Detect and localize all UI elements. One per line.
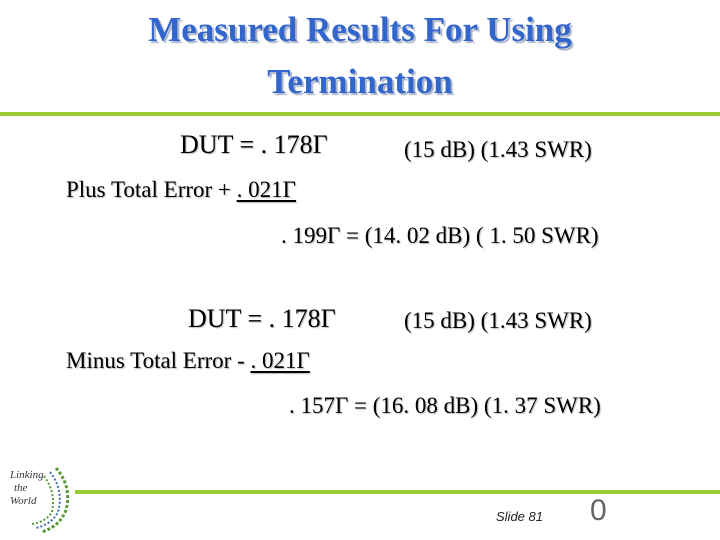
- title-line-2: Termination: [267, 62, 453, 101]
- plus-error-label: Plus Total Error +: [66, 177, 237, 202]
- logo-word-2: the: [14, 482, 28, 494]
- minus-error-label: Minus Total Error -: [66, 348, 251, 373]
- slide-label: Slide 81: [496, 509, 543, 524]
- result-line-2: . 157Γ = (16. 08 dB) (1. 37 SWR): [289, 393, 601, 418]
- logo-word-3: World: [10, 495, 37, 507]
- result-line-1: . 199Γ = (14. 02 dB) ( 1. 50 SWR): [281, 223, 599, 248]
- minus-error-line: [66, 348, 310, 374]
- slide-title: [0, 4, 720, 108]
- slide-number: 0: [590, 494, 607, 527]
- plus-error-value: . 021Γ: [236, 177, 296, 202]
- bottom-divider: [75, 490, 720, 494]
- title-line-1: Measured Results For Using: [148, 10, 572, 49]
- top-divider: [0, 112, 720, 116]
- dut-line-1: DUT = . 178Γ: [180, 130, 328, 159]
- logo-word-1: Linking: [10, 469, 44, 481]
- minus-error-value: . 021Γ: [250, 348, 310, 373]
- dut-info-1: (15 dB) (1.43 SWR): [404, 137, 592, 162]
- dut-line-2: DUT = . 178Γ: [188, 304, 336, 333]
- plus-error-line: [66, 177, 296, 203]
- linking-the-world-logo: [6, 462, 74, 534]
- dut-info-2: (15 dB) (1.43 SWR): [404, 308, 592, 333]
